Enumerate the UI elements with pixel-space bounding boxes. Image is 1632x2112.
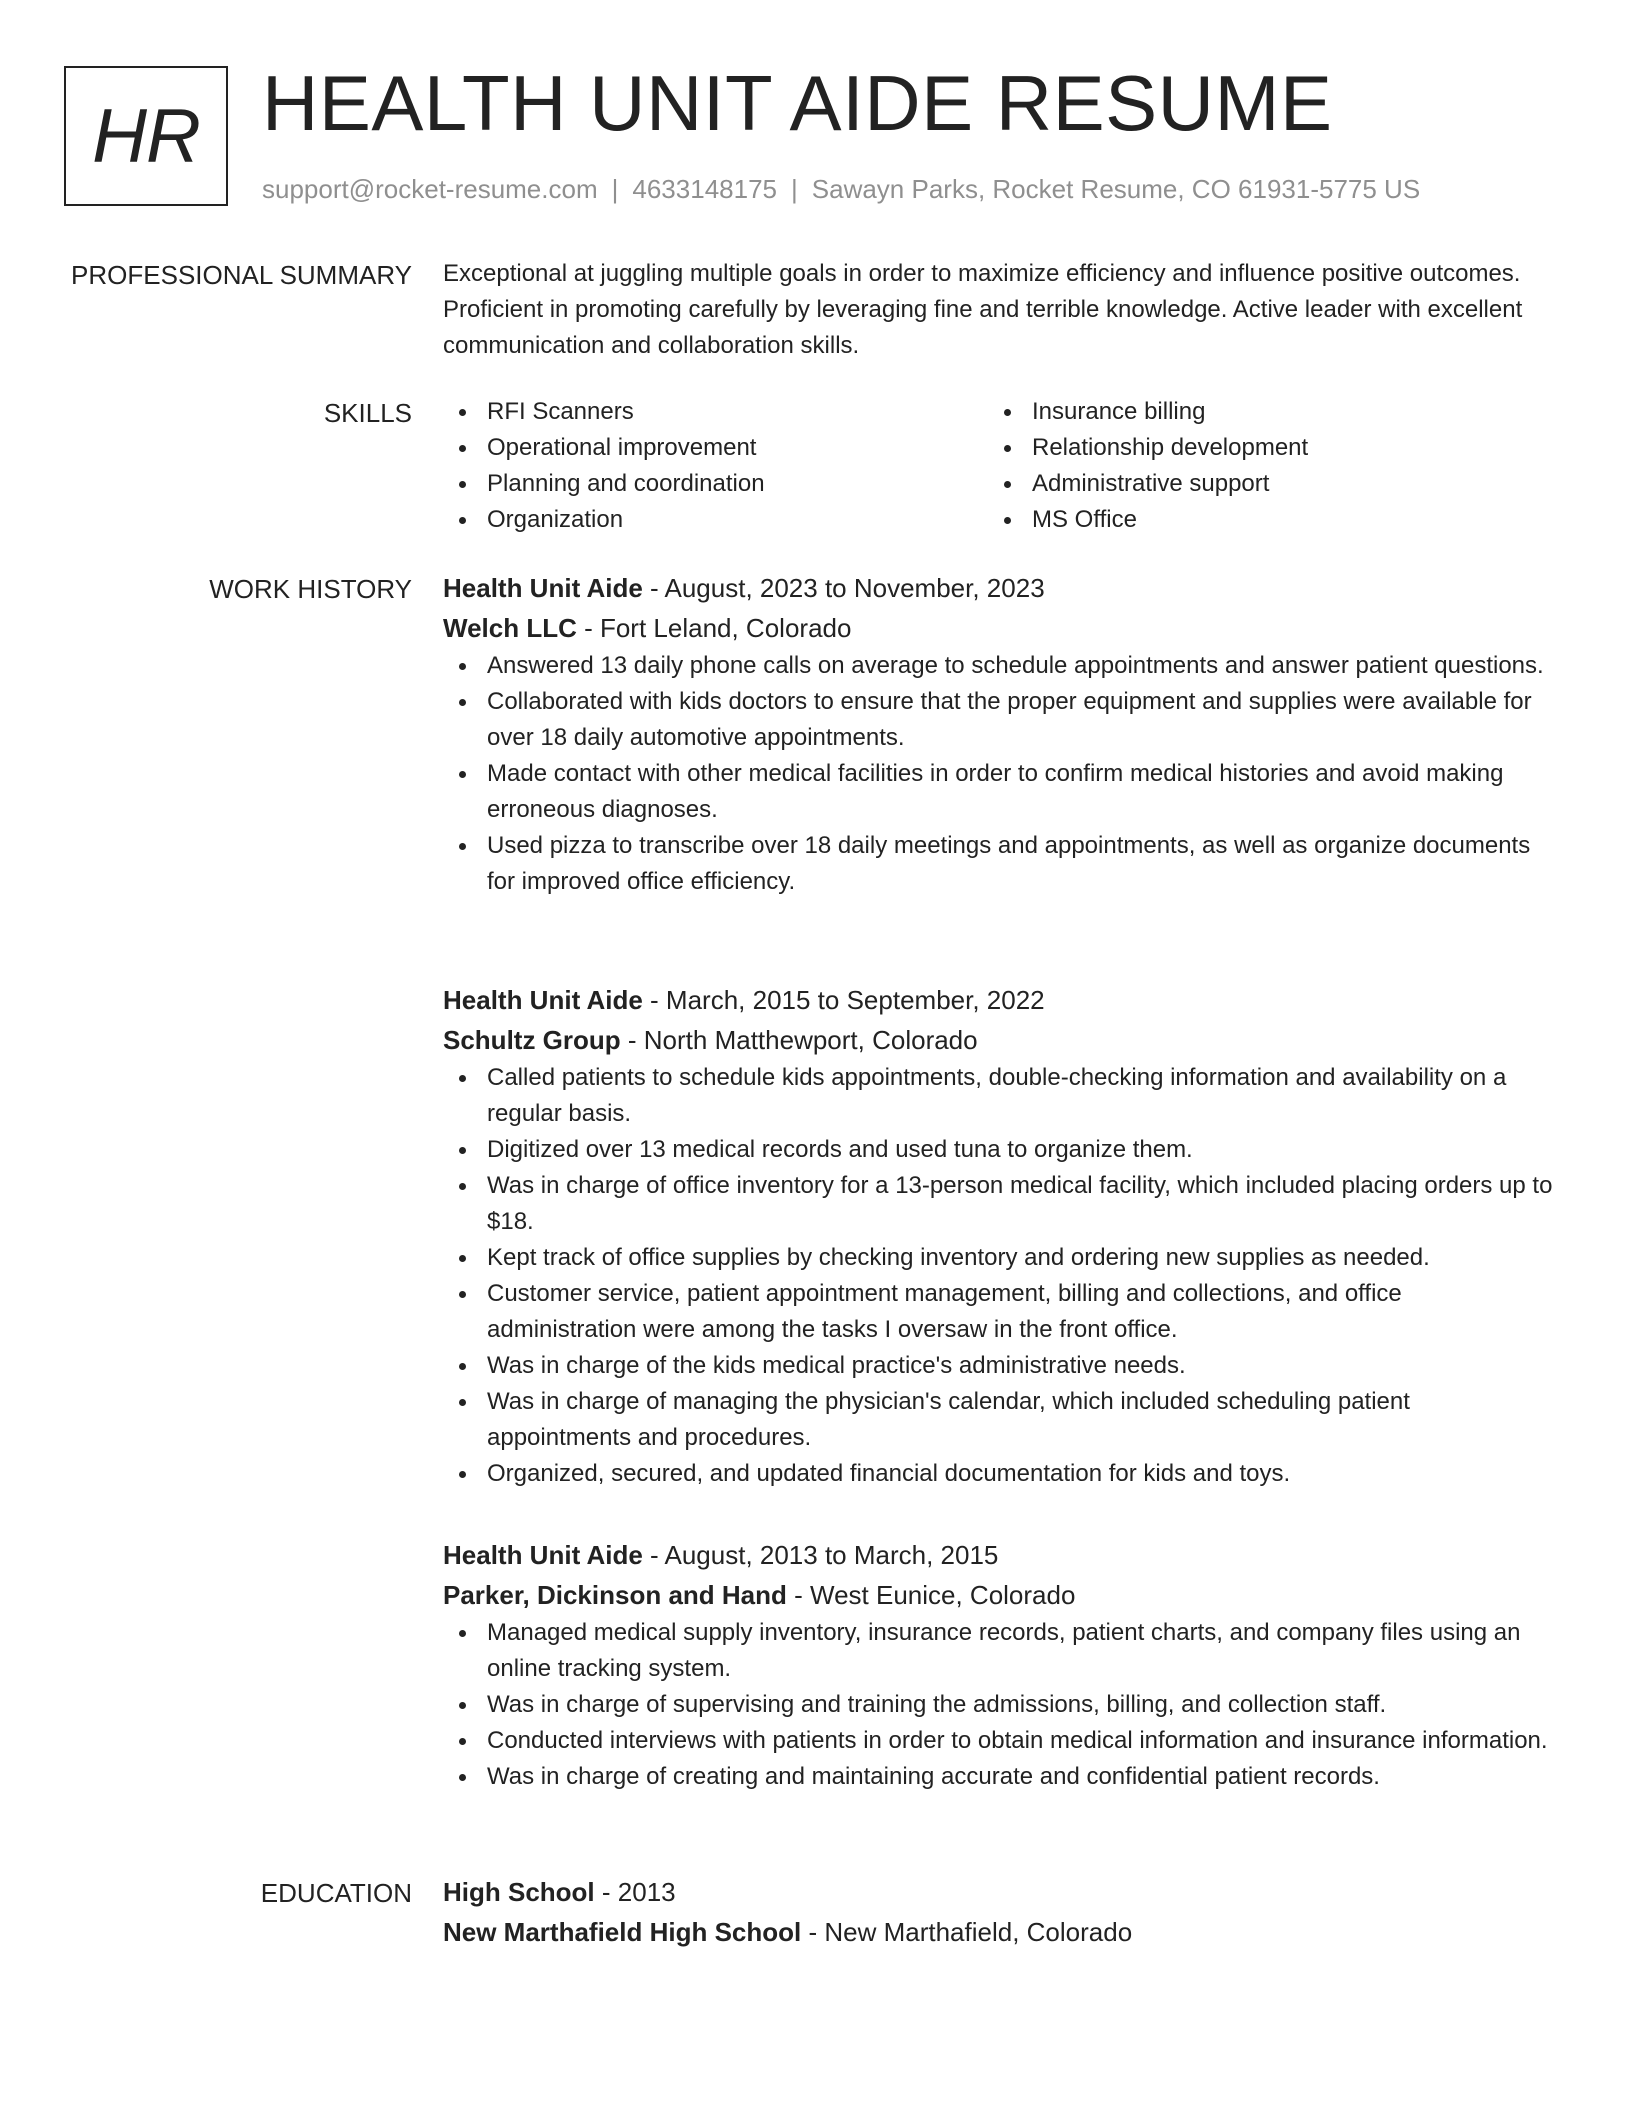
skill-item: Planning and coordination	[443, 466, 988, 502]
job-bullet: Was in charge of supervising and training the admissions, billing, and collection staff.	[443, 1687, 1553, 1723]
job-title-line	[443, 568, 1553, 608]
job-bullet: Answered 13 daily phone calls on average to schedule appointments and answer patient questions.	[443, 648, 1553, 684]
job-bullets	[443, 1615, 1553, 1795]
job-bullets	[443, 648, 1553, 900]
resume-title: HEALTH UNIT AIDE RESUME	[262, 59, 1333, 147]
job-bullet: Called patients to schedule kids appointments, double-checking information and availability on a regular basis.	[443, 1060, 1553, 1132]
education-section	[443, 1872, 1553, 1952]
job-bullet: Managed medical supply inventory, insurance records, patient charts, and company files using an online tracking system.	[443, 1615, 1553, 1687]
job-dates: - August, 2023 to November, 2023	[642, 573, 1045, 603]
job-title-line	[443, 1535, 1553, 1575]
job-title: Health Unit Aide	[443, 1540, 643, 1570]
skill-item: Insurance billing	[988, 394, 1533, 430]
graduation-year: - 2013	[594, 1877, 676, 1907]
job-entry	[443, 980, 1553, 1492]
job-bullet: Conducted interviews with patients in order to obtain medical information and insurance information.	[443, 1723, 1553, 1759]
job-dates: - August, 2013 to March, 2015	[642, 1540, 999, 1570]
job-entry	[443, 568, 1553, 900]
contact-address: Sawayn Parks, Rocket Resume, CO 61931-5775 US	[811, 174, 1421, 204]
job-entry	[443, 1535, 1553, 1795]
contact-phone[interactable]: 4633148175	[632, 174, 777, 204]
degree: High School	[443, 1877, 595, 1907]
skill-item: Organization	[443, 502, 988, 538]
job-dates: - March, 2015 to September, 2022	[642, 985, 1045, 1015]
work-history-label: WORK HISTORY	[209, 574, 412, 604]
skill-item: Operational improvement	[443, 430, 988, 466]
job-bullet: Collaborated with kids doctors to ensure that the proper equipment and supplies were available for over 18 daily automotive appointments.	[443, 684, 1553, 756]
contact-separator: |	[791, 174, 798, 204]
school-name: New Marthafield High School	[443, 1917, 802, 1947]
job-company: Schultz Group	[443, 1025, 621, 1055]
job-bullet: Customer service, patient appointment management, billing and collections, and office administration were among the tasks I oversaw in the front office.	[443, 1276, 1553, 1348]
job-company-line	[443, 1020, 1553, 1060]
job-company-line	[443, 1575, 1553, 1615]
summary-section	[443, 256, 1553, 364]
contact-separator: |	[611, 174, 619, 204]
job-bullet: Made contact with other medical facilities in order to confirm medical histories and avoid making erroneous diagnoses.	[443, 756, 1553, 828]
job-bullet: Organized, secured, and updated financial documentation for kids and toys.	[443, 1456, 1553, 1492]
skill-item: Administrative support	[988, 466, 1533, 502]
skills-list-left	[443, 394, 988, 538]
job-location: - North Matthewport, Colorado	[620, 1025, 978, 1055]
job-company: Parker, Dickinson and Hand	[443, 1580, 787, 1610]
skills-list-right	[988, 394, 1533, 538]
education-label: EDUCATION	[260, 1878, 412, 1908]
skills-label: SKILLS	[323, 398, 412, 428]
school-location: - New Marthafield, Colorado	[801, 1917, 1133, 1947]
school-line	[443, 1912, 1553, 1952]
degree-line	[443, 1872, 1553, 1912]
job-bullet: Digitized over 13 medical records and used tuna to organize them.	[443, 1132, 1553, 1168]
skill-item: RFI Scanners	[443, 394, 988, 430]
job-bullets	[443, 1060, 1553, 1492]
job-title: Health Unit Aide	[443, 573, 643, 603]
contact-email[interactable]: support@rocket-resume.com	[262, 174, 598, 204]
skill-item: Relationship development	[988, 430, 1533, 466]
job-title-line	[443, 980, 1553, 1020]
job-bullet: Was in charge of managing the physician's calendar, which included scheduling patient appointments and procedures.	[443, 1384, 1553, 1456]
job-location: - Fort Leland, Colorado	[576, 613, 852, 643]
monogram-logo: HR	[64, 66, 228, 206]
job-title: Health Unit Aide	[443, 985, 643, 1015]
summary-text: Exceptional at juggling multiple goals in order to maximize efficiency and influence positive outcomes. Proficient in promoting carefully by leveraging fine and terrible knowledge. Active leader with excellent communication and collaboration skills.	[443, 260, 1523, 359]
summary-label: PROFESSIONAL SUMMARY	[71, 260, 412, 290]
skill-item: MS Office	[988, 502, 1533, 538]
job-company-line	[443, 608, 1553, 648]
job-bullet: Was in charge of the kids medical practice's administrative needs.	[443, 1348, 1553, 1384]
skills-section	[443, 394, 1553, 538]
job-location: - West Eunice, Colorado	[786, 1580, 1076, 1610]
job-bullet: Was in charge of office inventory for a 13-person medical facility, which included placing orders up to $18.	[443, 1168, 1553, 1240]
job-bullet: Used pizza to transcribe over 18 daily meetings and appointments, as well as organize documents for improved office efficiency.	[443, 828, 1553, 900]
job-company: Welch LLC	[443, 613, 577, 643]
job-bullet: Was in charge of creating and maintaining accurate and confidential patient records.	[443, 1759, 1553, 1795]
contact-line	[262, 172, 1420, 206]
job-bullet: Kept track of office supplies by checking inventory and ordering new supplies as needed.	[443, 1240, 1553, 1276]
